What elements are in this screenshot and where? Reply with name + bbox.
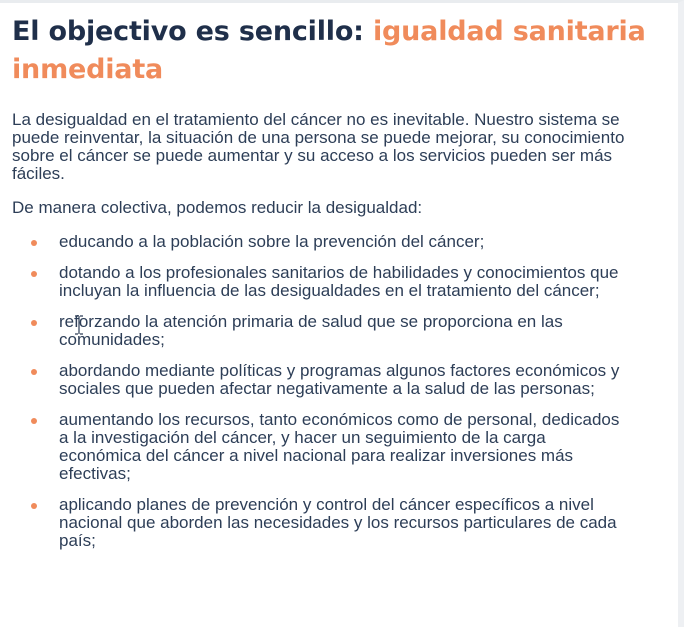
list-item-text: educando a la población sobre la prevención del cáncer;: [59, 232, 485, 251]
article-body: [12, 111, 632, 563]
page-title-main: El objectivo es sencillo:: [12, 16, 373, 47]
list-lead-paragraph: De manera colectiva, podemos reducir la desigualdad:: [12, 198, 423, 217]
list-item: [12, 313, 632, 349]
page-title-accent: igualdad sanitaria inmediata: [12, 16, 646, 85]
list-item-text: aumentando los recursos, tanto económicos como de personal, dedicados a la investigación del cáncer, y hacer un seguimiento de la carga económica del cáncer a nivel nacional para realizar inversiones más efectivas;: [59, 410, 620, 483]
bullet-dot-icon: [31, 240, 37, 246]
bullet-dot-icon: [31, 271, 37, 277]
bullet-dot-icon: [31, 503, 37, 509]
text-cursor-icon: [72, 315, 86, 335]
bullet-list: [12, 233, 632, 550]
bullet-dot-icon: [31, 418, 37, 424]
list-item: [12, 411, 632, 483]
intro-paragraph: La desigualdad en el tratamiento del cáncer no es inevitable. Nuestro sistema se puede reinventar, la situación de una persona se puede mejorar, su conocimiento sobre el cáncer se puede aumentar y su acceso a los servicios pueden ser más fáciles.: [12, 110, 625, 183]
list-item-text: reforzando la atención primaria de salud que se proporciona en las comunidades;: [59, 312, 563, 349]
bullet-dot-icon: [31, 369, 37, 375]
list-item-text: dotando a los profesionales sanitarios de habilidades y conocimientos que incluyan la influencia de las desigualdades en el tratamiento del cáncer;: [59, 263, 619, 300]
list-item: [12, 496, 632, 550]
list-item-text: aplicando planes de prevención y control del cáncer específicos a nivel nacional que aborden las necesidades y los recursos particulares de cada país;: [59, 495, 617, 550]
page-title: [12, 13, 652, 89]
list-item: [12, 233, 632, 251]
list-item: [12, 264, 632, 300]
list-item-text: abordando mediante políticas y programas algunos factores económicos y sociales que pueden afectar negativamente a la salud de las personas;: [59, 361, 620, 398]
list-item: [12, 362, 632, 398]
bullet-dot-icon: [31, 320, 37, 326]
